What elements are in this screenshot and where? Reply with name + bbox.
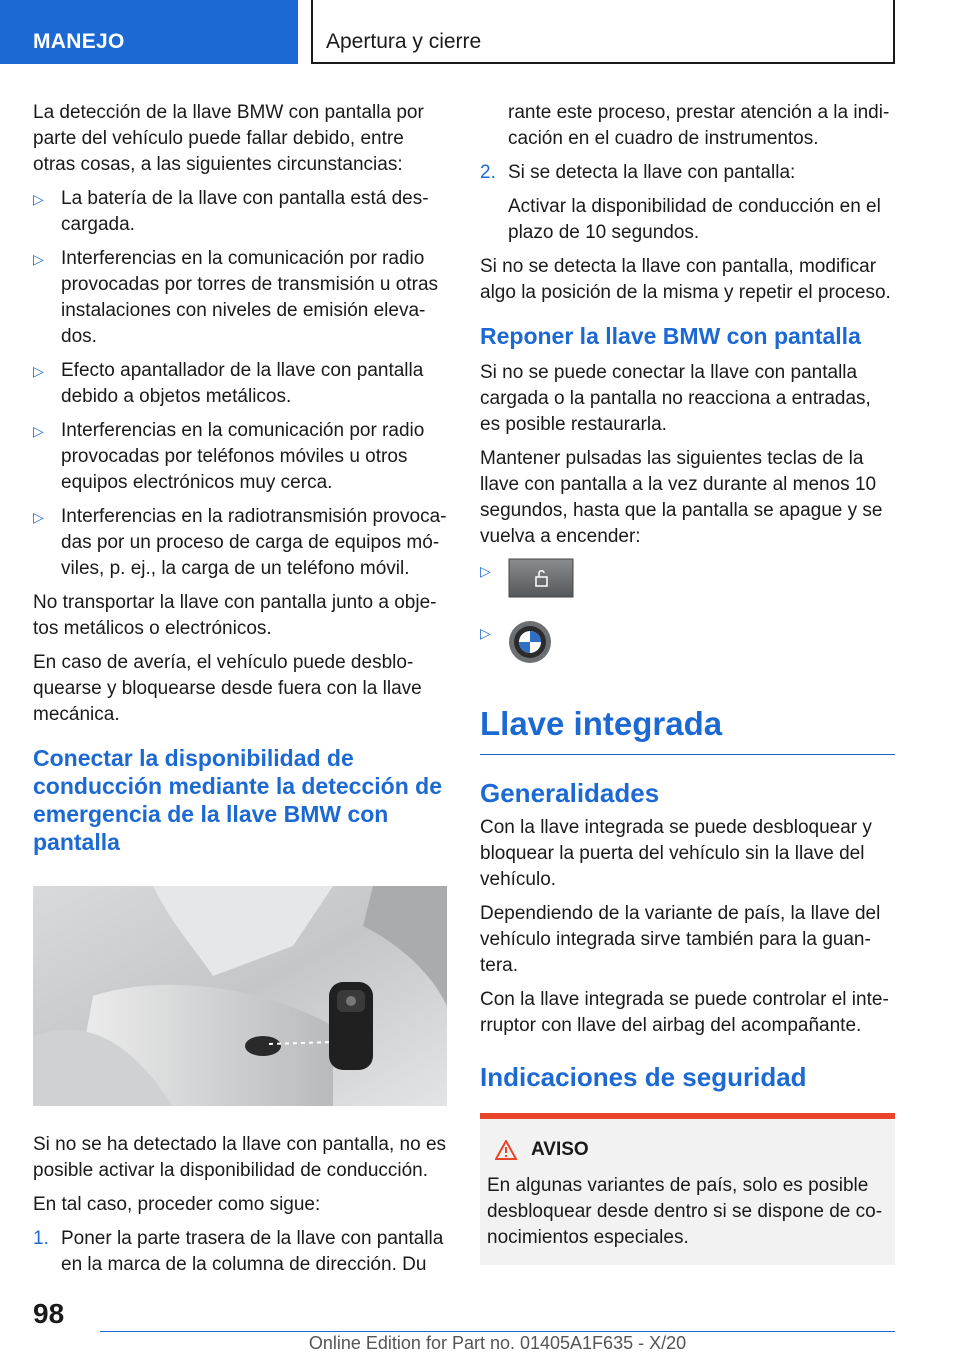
triangle-right-icon: ▷	[480, 563, 491, 579]
circumstances-list	[33, 186, 447, 582]
step-number: 2.	[480, 162, 496, 183]
key-steering-column-photo	[33, 886, 447, 1106]
right-column	[480, 100, 895, 1265]
list-item: 2. Si se detecta la llave con pantalla:	[480, 160, 895, 186]
section-heading: Conectar la disponibilidad de conducción mediante la detección de emergencia de la llave BMW con pantalla	[33, 745, 442, 855]
paragraph: Mantener pulsadas las siguientes teclas de la llave con pantalla a la vez durante al menos 10 segundos, hasta que la pantalla se apague y se vuelva a encender:	[480, 448, 883, 547]
steps-list	[33, 1226, 447, 1278]
triangle-right-icon: ▷	[33, 423, 44, 439]
left-column	[33, 100, 447, 1286]
step-number: 1.	[33, 1228, 49, 1249]
warning-title: AVISO	[487, 1137, 887, 1163]
warning-text: En algunas variantes de país, solo es posible desbloquear desde dentro si se dispone de conocimientos especiales.	[487, 1175, 883, 1248]
list-item: ▷ Interferencias en la comunicación por radio provocadas por torres de transmisión u otras instalaciones con niveles de emisión elevados.	[33, 248, 439, 347]
paragraph: Si no se ha detectado la llave con pantalla, no es posible activar la disponibilidad de conducción.	[33, 1134, 447, 1181]
chapter-title: Apertura y cierre	[311, 0, 895, 64]
section-heading: Generalidades	[480, 778, 660, 808]
list-item: ▷ La batería de la llave con pantalla está descargada.	[33, 188, 429, 235]
paragraph: Si no se detecta la llave con pantalla, modificar algo la posición de la misma y repetir el proceso.	[480, 256, 891, 303]
list-item: ▷ Interferencias en la comunicación por radio provocadas por teléfonos móviles u otros equipos electrónicos muy cerca.	[33, 420, 425, 493]
list-item	[480, 620, 895, 676]
paragraph: Dependiendo de la variante de país, la llave del vehículo integrada sirve también para la guantera.	[480, 903, 881, 976]
paragraph: No transportar la llave con pantalla junto a objetos metálicos o electrónicos.	[33, 592, 437, 639]
paragraph: Con la llave integrada se puede desbloquear y bloquear la puerta del vehículo sin la llave del vehículo.	[480, 817, 872, 890]
warning-box	[480, 1113, 895, 1265]
triangle-right-icon: ▷	[33, 191, 44, 207]
bmw-logo-button-icon	[508, 620, 552, 664]
steps-list	[480, 160, 895, 186]
step-continuation: rante este proceso, prestar atención a la indicación en el cuadro de instrumentos.	[508, 102, 890, 149]
section-heading: Reponer la llave BMW con pantalla	[480, 323, 861, 349]
paragraph: Con la llave integrada se puede controlar el interruptor con llave del airbag del acompañante.	[480, 989, 889, 1036]
section-tab: MANEJO	[0, 0, 298, 64]
list-item: 1. Poner la parte trasera de la llave con pantalla en la marca de la columna de dirección. Du	[33, 1228, 444, 1275]
footer-divider	[100, 1331, 895, 1332]
warning-triangle-icon	[495, 1140, 517, 1160]
unlock-button-icon	[508, 558, 574, 598]
triangle-right-icon: ▷	[33, 363, 44, 379]
chapter-heading: Llave integrada	[480, 704, 895, 755]
paragraph: En caso de avería, el vehículo puede desbloquearse y bloquearse desde fuera con la llave mecánica.	[33, 652, 422, 725]
list-item	[480, 558, 895, 614]
step-continuation: Activar la disponibilidad de conducción en el plazo de 10 segundos.	[508, 196, 881, 243]
triangle-right-icon: ▷	[480, 625, 491, 641]
list-item: ▷ Interferencias en la radiotransmisión provocadas por un proceso de carga de equipos móviles, p. ej., la carga de un teléfono móvil.	[33, 506, 447, 579]
page-number: 98	[33, 1298, 65, 1329]
footer-edition: Online Edition for Part no. 01405A1F635 - X/20	[308, 1333, 687, 1353]
section-heading: Indicaciones de seguridad	[480, 1062, 807, 1092]
list-item: ▷ Efecto apantallador de la llave con pantalla debido a objetos metálicos.	[33, 360, 424, 407]
triangle-right-icon: ▷	[33, 251, 44, 267]
paragraph: Si no se puede conectar la llave con pantalla cargada o la pantalla no reacciona a entradas, es posible restaurarla.	[480, 362, 871, 435]
intro-paragraph: La detección de la llave BMW con pantalla por parte del vehículo puede fallar debido, entre otras cosas, a las siguientes circunstancias:	[33, 102, 424, 175]
triangle-right-icon: ▷	[33, 509, 44, 525]
paragraph: En tal caso, proceder como sigue:	[33, 1194, 321, 1215]
